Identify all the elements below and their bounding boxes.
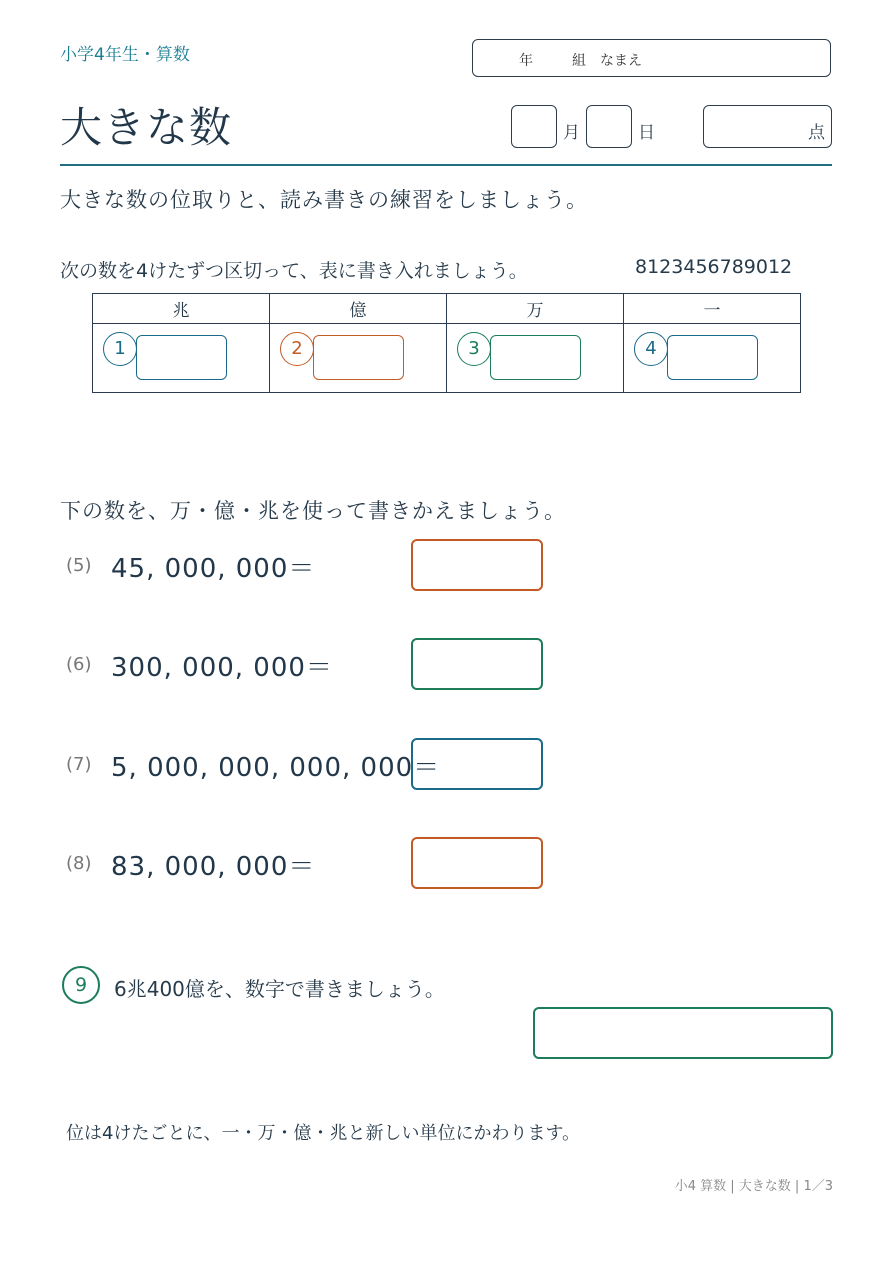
year-label: 年	[519, 53, 533, 69]
subject-label: 小学4年生・算数	[60, 45, 190, 65]
answer-box-4[interactable]	[667, 335, 758, 380]
day-input[interactable]	[586, 105, 632, 148]
problem-7-expression: 5, 000, 000, 000, 000＝	[111, 753, 441, 783]
place-value-table	[92, 293, 801, 393]
question1-text: 次の数を4けたずつ区切って、表に書き入れましょう。	[60, 260, 528, 282]
question9-number: 9	[62, 966, 100, 1004]
answer-cell-3	[447, 324, 624, 393]
name-box[interactable]	[472, 39, 831, 77]
answer-cell-4	[624, 324, 801, 393]
answer-cell-2	[270, 324, 447, 393]
question1-number: 8123456789012	[635, 256, 793, 278]
day-label: 日	[638, 123, 655, 143]
class-label: 組	[572, 53, 586, 69]
answer-number-3: 3	[457, 332, 491, 366]
answer-cell-1	[93, 324, 270, 393]
answer-number-1: 1	[103, 332, 137, 366]
page-title: 大きな数	[60, 103, 233, 152]
problem-6-expression: 300, 000, 000＝	[111, 653, 333, 683]
problem-6-answer-box[interactable]	[411, 638, 543, 690]
problem-5-answer-box[interactable]	[411, 539, 543, 591]
page-footer: 小4 算数 | 大きな数 | 1／3	[674, 1179, 833, 1194]
name-label: なまえ	[600, 53, 642, 69]
question2-text: 下の数を、万・億・兆を使って書きかえましょう。	[60, 499, 566, 523]
header-oku: 億	[270, 294, 447, 324]
header-cho: 兆	[93, 294, 270, 324]
score-box[interactable]	[703, 105, 832, 148]
month-label: 月	[563, 123, 580, 143]
problem-6-label: (6)	[66, 654, 92, 675]
answer-number-4: 4	[634, 332, 668, 366]
problem-8-expression: 83, 000, 000＝	[111, 852, 316, 882]
instruction-text: 大きな数の位取りと、読み書きの練習をしましょう。	[60, 188, 588, 212]
problem-5-expression: 45, 000, 000＝	[111, 554, 316, 584]
answer-box-3[interactable]	[490, 335, 581, 380]
header-man: 万	[447, 294, 624, 324]
question9-answer-box[interactable]	[533, 1007, 833, 1059]
score-label: 点	[808, 123, 825, 143]
answer-box-1[interactable]	[136, 335, 227, 380]
header-ichi: 一	[624, 294, 801, 324]
problem-5-label: (5)	[66, 555, 92, 576]
problem-7-label: (7)	[66, 754, 92, 775]
answer-number-2: 2	[280, 332, 314, 366]
problem-7-answer-box[interactable]	[411, 738, 543, 790]
problem-8-label: (8)	[66, 853, 92, 874]
header-divider	[60, 164, 832, 166]
answer-box-2[interactable]	[313, 335, 404, 380]
hint-note: 位は4けたごとに、一・万・億・兆と新しい単位にかわります。	[66, 1123, 581, 1144]
month-input[interactable]	[511, 105, 557, 148]
problem-8-answer-box[interactable]	[411, 837, 543, 889]
question9-text: 6兆400億を、数字で書きましょう。	[114, 977, 445, 1001]
